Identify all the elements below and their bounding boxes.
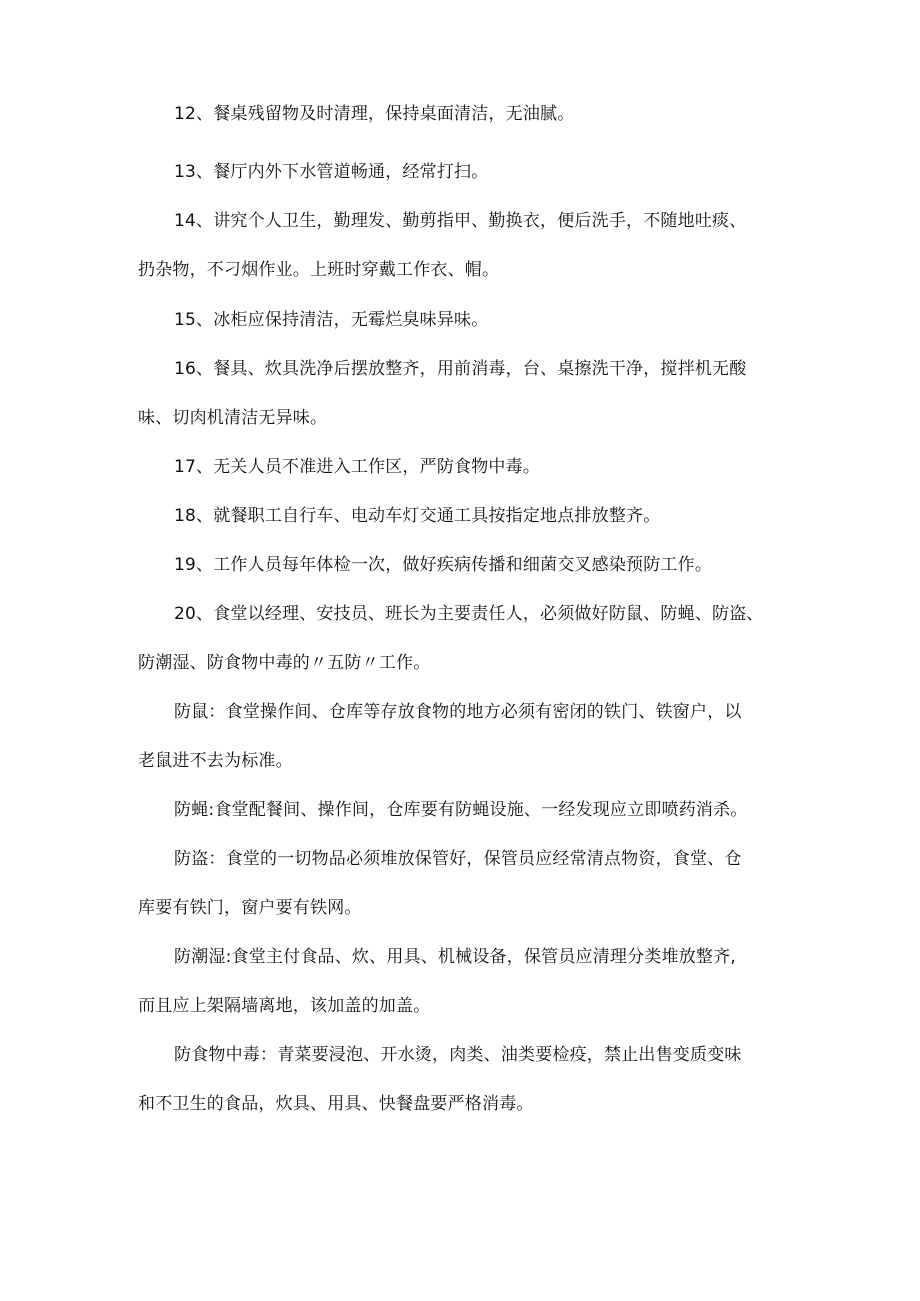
paragraph-line: 而且应上架隔墙离地，该加盖的加盖。 — [138, 996, 431, 1016]
paragraph-moisture-prevention — [138, 933, 798, 1031]
paragraph-line: 老鼠进不去为标准。 — [138, 751, 293, 771]
paragraph-line: 19、工作人员每年体检一次，做好疾病传播和细菌交叉感染预防工作。 — [174, 555, 713, 575]
paragraph-rodent-prevention — [138, 688, 798, 786]
paragraph-17 — [138, 443, 798, 492]
paragraph-line: 防蝇:食堂配餐间、操作间，仓库要有防蝇设施、一经发现应立即喷药消杀。 — [174, 800, 748, 820]
paragraph-line: 防食物中毒：青菜要浸泡、开水烫，肉类、油类要检疫，禁止出售变质变味 — [174, 1045, 742, 1065]
paragraph-15 — [138, 296, 798, 345]
paragraph-theft-prevention — [138, 835, 798, 933]
paragraph-line: 和不卫生的食品，炊具、用具、快餐盘要严格消毒。 — [138, 1094, 534, 1114]
paragraph-food-poisoning-prevention — [138, 1031, 798, 1129]
paragraph-16 — [138, 345, 798, 443]
paragraph-20 — [138, 590, 798, 688]
paragraph-18 — [138, 492, 798, 541]
paragraph-line: 味、切肉机清洁无异味。 — [138, 408, 328, 428]
paragraph-line: 16、餐具、炊具洗净后摆放整齐，用前消毒，台、桌擦洗干净，搅拌机无酸 — [174, 359, 747, 379]
paragraph-line: 18、就餐职工自行车、电动车灯交通工具按指定地点排放整齐。 — [174, 506, 661, 526]
paragraph-line: 17、无关人员不准进入工作区，严防食物中毒。 — [174, 457, 541, 477]
paragraph-line: 15、冰柜应保持清洁，无霉烂臭味异味。 — [174, 310, 489, 330]
paragraph-19 — [138, 541, 798, 590]
paragraph-fly-prevention — [138, 786, 798, 835]
paragraph-line: 扔杂物，不刁烟作业。上班时穿戴工作衣、帽。 — [138, 260, 500, 280]
paragraph-line: 12、餐桌残留物及时清理，保持桌面清洁，无油腻。 — [174, 104, 575, 124]
paragraph-line: 13、餐厅内外下水管道畅通，经常打扫。 — [174, 162, 489, 182]
paragraph-line: 库要有铁门，窗户要有铁网。 — [138, 898, 362, 918]
paragraph-12 — [138, 90, 798, 139]
paragraph-14 — [138, 197, 798, 295]
paragraph-line: 20、食堂以经理、安技员、班长为主要责任人，必须做好防鼠、防蝇、防盗、 — [174, 604, 764, 624]
paragraph-line: 防潮湿:食堂主付食品、炊、用具、机械设备，保管员应清理分类堆放整齐, — [174, 947, 736, 967]
paragraph-line: 14、讲究个人卫生，勤理发、勤剪指甲、勤换衣，便后洗手，不随地吐痰、 — [174, 211, 747, 231]
paragraph-line: 防潮湿、防食物中毒的〃五防〃工作。 — [138, 653, 431, 673]
paragraph-line: 防盗：食堂的一切物品必须堆放保管好，保管员应经常清点物资，食堂、仓 — [174, 849, 742, 869]
paragraph-line: 防鼠：食堂操作间、仓库等存放食物的地方必须有密闭的铁门、铁窗户，以 — [174, 702, 742, 722]
paragraph-13 — [138, 148, 798, 197]
